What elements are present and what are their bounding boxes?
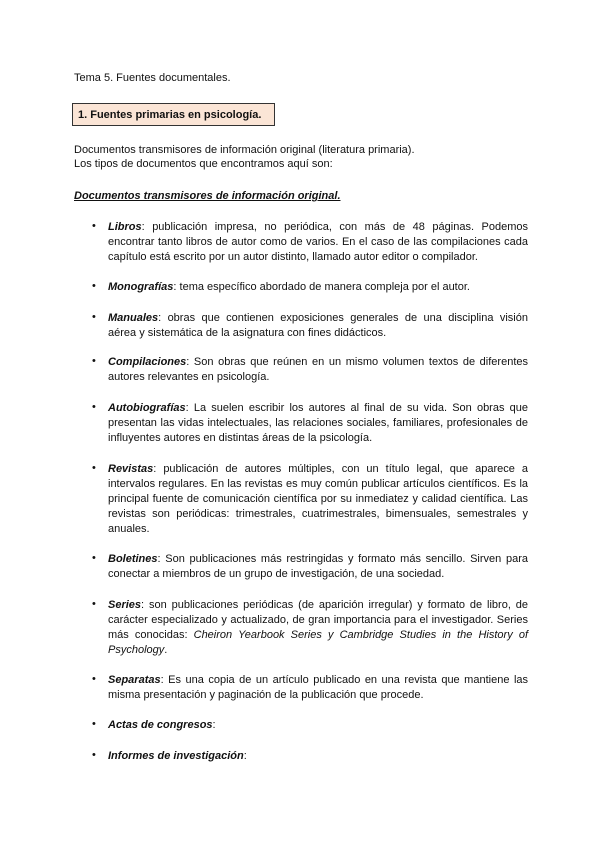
section-title: 1. Fuentes primarias en psicología. <box>78 109 262 121</box>
item-text: : La suelen escribir los autores al final de su vida. Son obras que presentan las vidas intelectuales, las relaciones sociales, familiares, profesionales de influyentes autores en distintas áreas de la psicología. <box>108 402 528 444</box>
intro-paragraph <box>74 143 415 171</box>
list-item-boletines <box>108 552 528 582</box>
item-end: . <box>164 644 168 656</box>
bullet-icon: • <box>92 718 96 730</box>
bullet-icon: • <box>92 355 96 367</box>
list-item-compilaciones <box>108 355 528 385</box>
list-item-manuales <box>108 311 528 341</box>
item-text: : publicación de autores múltiples, con un título legal, que aparece a intervalos regulares. En las revistas es muy común publicar artículos científicos. Es la principal fuente de comunicación científica por su inmediatez y calidad científica. Las revistas son periódicas: trimestrales, cuatrimestrales, bimensuales, semestrales y anuales. <box>108 463 528 535</box>
bullet-icon: • <box>92 280 96 292</box>
item-term: Informes de investigación <box>108 750 244 762</box>
intro-line-2: Los tipos de documentos que encontramos aquí son: <box>74 158 333 170</box>
item-italic-text: Cheiron Yearbook Series y Cambridge Studies in the History of Psychology <box>108 629 528 656</box>
bullet-icon: • <box>92 598 96 610</box>
bullet-icon: • <box>92 552 96 564</box>
list-item-informes <box>108 749 528 764</box>
item-text: : <box>243 750 247 762</box>
item-text: : Son publicaciones más restringidas y formato más sencillo. Sirven para conectar a miembros de un grupo de investigación, de una sociedad. <box>108 553 528 580</box>
list-item-monografias <box>108 280 528 295</box>
item-term: Libros <box>108 221 142 233</box>
item-text: : Es una copia de un artículo publicado en una revista que mantiene las misma presentación y paginación de la publicación que procede. <box>108 674 528 701</box>
list-item-revistas <box>108 462 528 537</box>
intro-line-1: Documentos transmisores de información original (literatura primaria). <box>74 144 415 156</box>
item-text: : Son obras que reúnen en un mismo volumen textos de diferentes autores relevantes en psicología. <box>108 356 528 383</box>
bullet-icon: • <box>92 401 96 413</box>
bullet-icon: • <box>92 311 96 323</box>
item-term: Compilaciones <box>108 356 187 368</box>
section-title-box <box>72 103 275 126</box>
item-term: Revistas <box>108 463 154 475</box>
list-item-actas <box>108 718 528 733</box>
item-text: : tema específico abordado de manera compleja por el autor. <box>173 281 470 293</box>
bullet-icon: • <box>92 220 96 232</box>
item-term: Series <box>108 599 142 611</box>
list-item-series <box>108 598 528 658</box>
item-term: Autobiografías <box>108 402 186 414</box>
item-term: Actas de congresos <box>108 719 213 731</box>
item-term: Manuales <box>108 312 159 324</box>
bullet-icon: • <box>92 673 96 685</box>
list-item-libros <box>108 220 528 265</box>
item-text: : publicación impresa, no periódica, con más de 48 páginas. Podemos encontrar tanto libros de autor como de varios. En el caso de las compilaciones cada capítulo está escrito por un autor distinto, llamado autor editor o compilador. <box>108 221 528 263</box>
item-text: : son publicaciones periódicas (de aparición irregular) y formato de libro, de carácter especializado y actualizado, de gran importancia para el investigador. Series más conocidas: <box>108 599 528 641</box>
bullet-icon: • <box>92 462 96 474</box>
item-term: Boletines <box>108 553 158 565</box>
bullet-icon: • <box>92 749 96 761</box>
list-item-separatas <box>108 673 528 703</box>
topic-title: Tema 5. Fuentes documentales. <box>74 72 231 84</box>
item-term: Separatas <box>108 674 161 686</box>
list-item-autobiografias <box>108 401 528 446</box>
item-term: Monografías <box>108 281 174 293</box>
subheading: Documentos transmisores de información original. <box>74 190 341 202</box>
item-text: : <box>212 719 216 731</box>
item-text: : obras que contienen exposiciones generales de una disciplina visión aérea y sistemática de la asignatura con fines didácticos. <box>108 312 528 339</box>
